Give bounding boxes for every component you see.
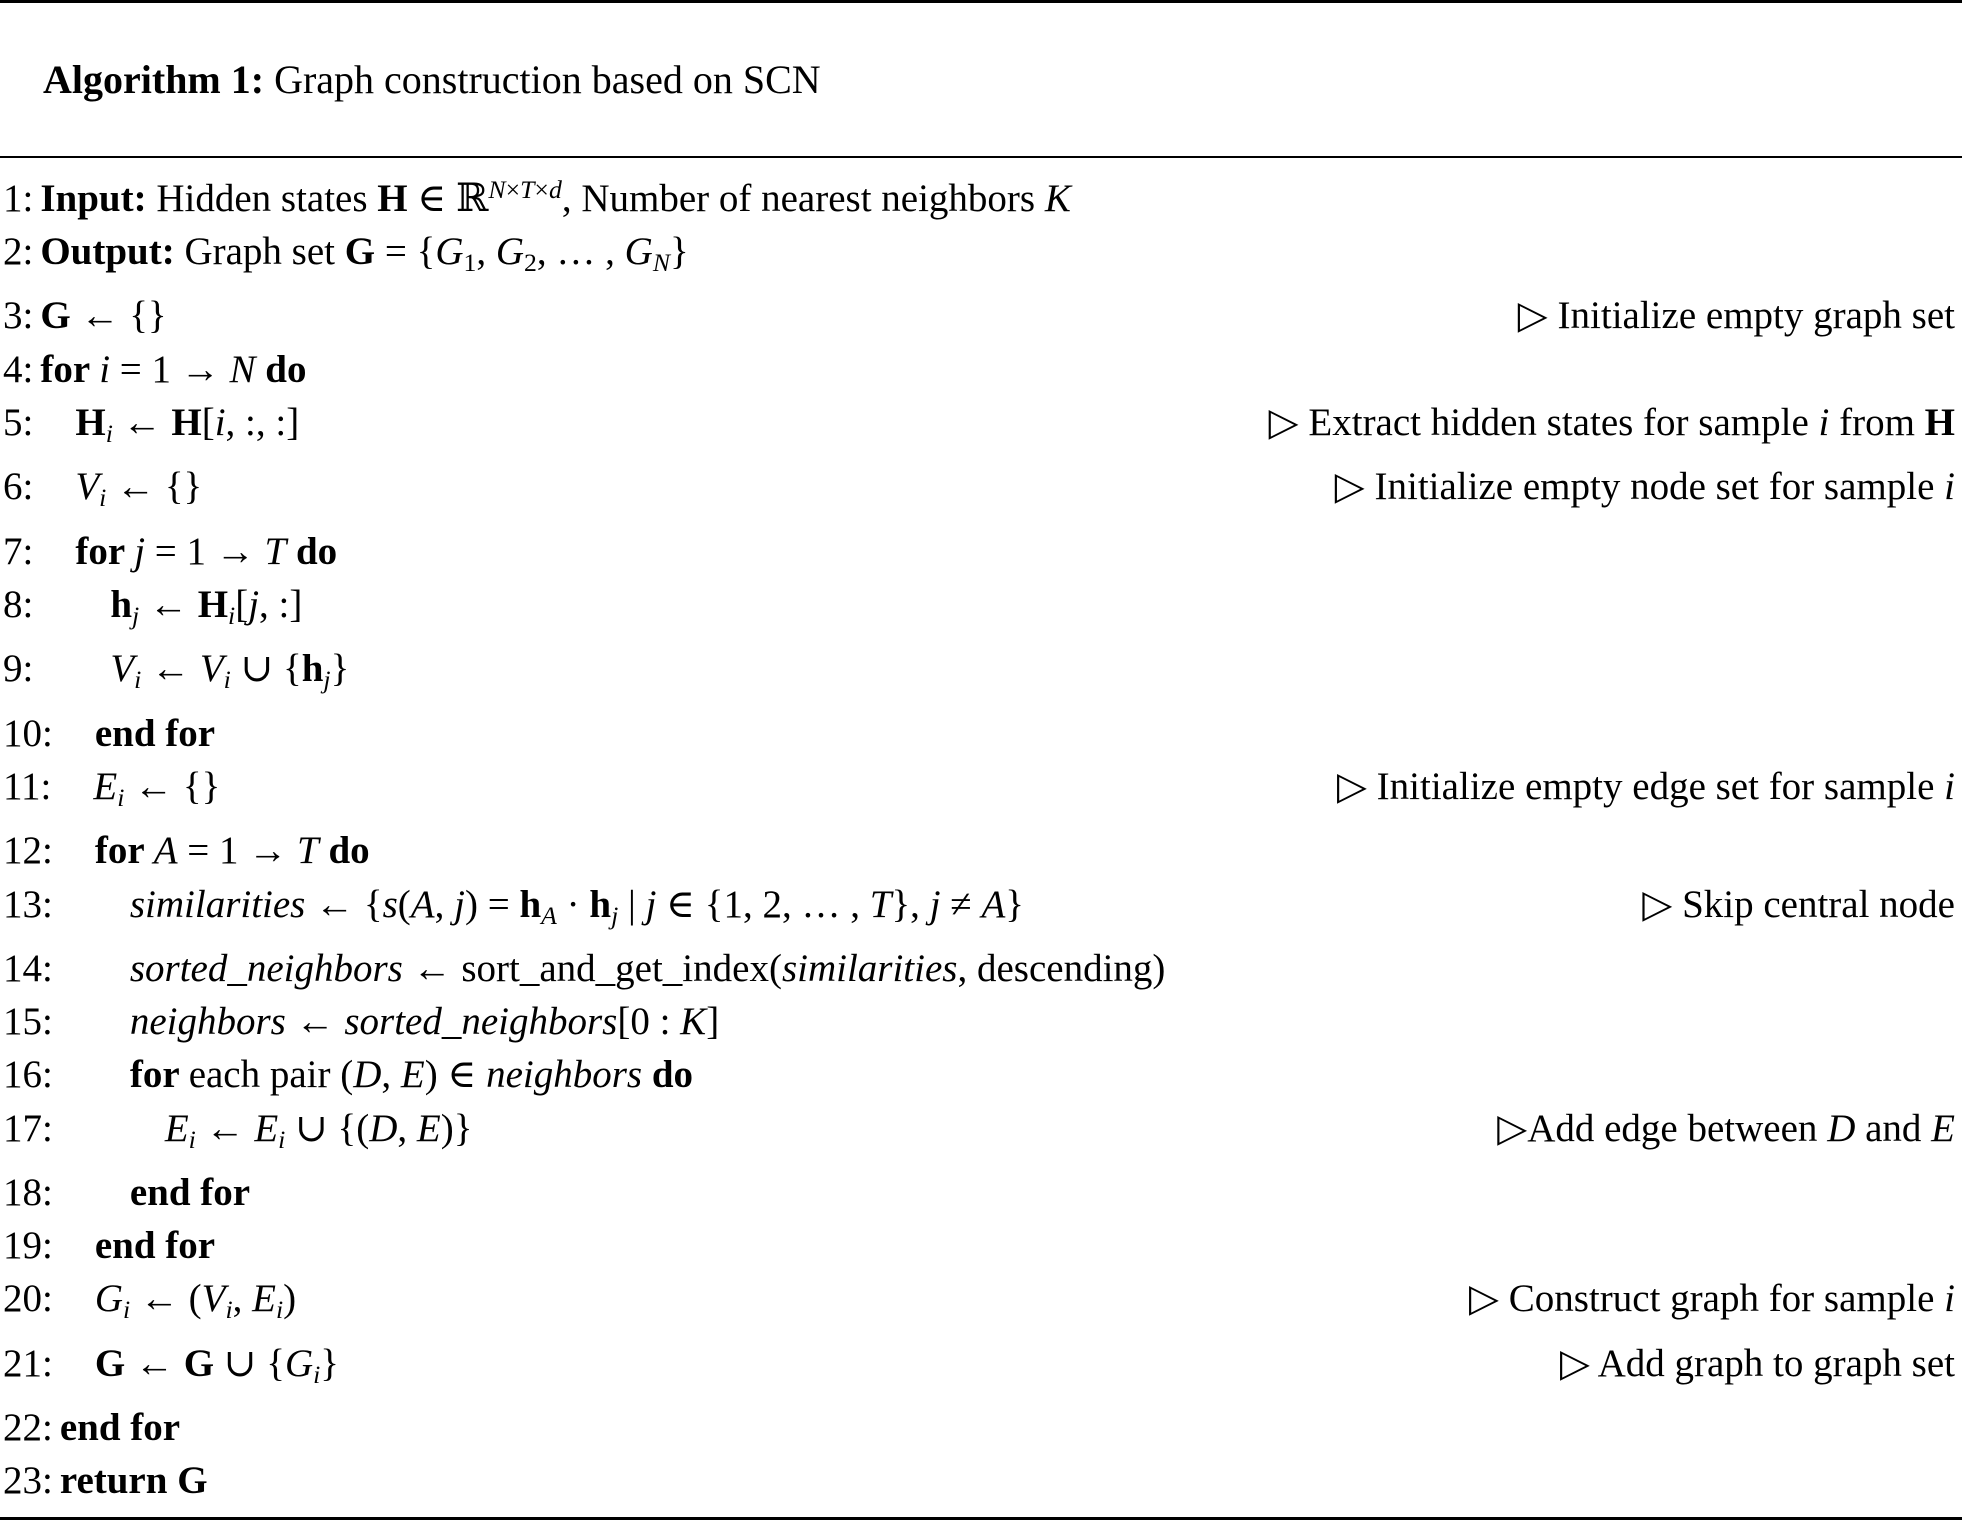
line-code [40,289,166,342]
algorithm-line [3,163,1955,225]
algorithm-line [3,824,1955,877]
code-segment: do [318,829,370,873]
line-number: 15: [3,1000,53,1044]
code-segment: Output: [40,230,185,274]
line-code [95,1219,215,1272]
code-segment: ∈ {1, 2, … , [656,882,870,926]
code-segment: }, [891,882,930,926]
code-segment: N [229,347,256,391]
algorithm-line [3,760,1955,824]
line-number: 4: [3,347,34,391]
code-segment: s [382,882,398,926]
line-code [130,1166,250,1219]
code-segment: A [541,900,557,930]
code-segment: j [645,882,657,926]
code-segment: i [313,1359,321,1389]
code-segment: end for [94,1224,216,1268]
code-segment: V [199,647,224,691]
code-segment: similarities [781,946,958,990]
algorithm-title-label: Algorithm 1: [43,57,265,102]
line-code [95,1272,296,1336]
line-number: 14: [3,946,53,990]
code-segment: i [134,665,142,695]
line-code [130,942,1166,995]
line-code [95,1337,339,1401]
code-segment: ∪ {( [285,1106,370,1150]
line-comment [1469,1272,1955,1325]
code-segment: neighbors [129,1000,286,1044]
line-comment [1642,878,1955,931]
code-segment: ▷ Extract hidden states for sample [1268,400,1819,444]
code-segment: ▷Add edge between [1497,1106,1828,1150]
line-number: 2: [3,230,34,274]
line-number: 20: [3,1277,53,1321]
line-comment [1337,760,1955,813]
code-segment: × [534,175,549,204]
algorithm-line [3,525,1955,578]
code-segment: return [59,1459,178,1503]
indent-spacer [60,980,130,981]
code-segment: ← [139,582,198,626]
line-number: 17: [3,1106,53,1150]
code-segment: i [188,1124,196,1154]
code-segment: , … , [536,230,625,274]
code-segment: i [275,1295,284,1325]
code-segment: ∪ { [230,647,302,691]
line-number: 21: [3,1341,53,1385]
code-segment: from [1829,400,1925,444]
indent-spacer [40,680,110,681]
line-number: 6: [3,465,34,509]
algorithm-line [3,460,1955,524]
code-segment: H [1924,400,1955,444]
code-segment: )} [440,1106,473,1150]
code-segment: A [410,882,435,926]
code-segment: j [323,665,331,695]
indent-spacer [60,1140,165,1141]
code-segment: T [297,829,319,873]
code-segment: [ [201,400,215,444]
algorithm-line [3,578,1955,642]
code-segment: end for [129,1170,251,1214]
code-segment: ← [285,1000,345,1044]
indent-spacer [40,498,75,499]
code-segment: G [94,1341,126,1385]
line-code [75,396,299,460]
indent-spacer [40,616,110,617]
code-segment: ▷ Initialize empty edge set for sample [1336,764,1945,808]
code-segment: [0 : [617,1000,681,1044]
algorithm-line [3,1454,1955,1507]
code-segment: H [377,176,408,220]
code-segment: for [75,529,135,573]
code-segment: = { [375,230,436,274]
line-code [75,460,202,524]
line-number: 7: [3,529,34,573]
algorithm-body [0,158,1962,1517]
code-segment: ) = [464,882,520,926]
code-segment: do [255,347,307,391]
code-segment: ← [125,1341,184,1385]
line-number: 8: [3,582,34,626]
code-segment: ← sort_and_get_index( [402,946,782,990]
code-segment: ≠ [940,882,982,926]
indent-spacer [60,862,95,863]
algorithm-line [3,225,1955,289]
code-segment: , :] [259,582,303,626]
code-segment: G [344,230,376,274]
code-segment: j [132,601,140,631]
line-code [110,578,302,642]
code-segment: V [75,465,100,509]
algorithm-line [3,396,1955,460]
code-segment: i [1818,400,1830,444]
code-segment: , [232,1277,253,1321]
code-segment: j [929,882,941,926]
code-segment: sorted_neighbors [344,1000,618,1044]
algorithm-line [3,995,1955,1048]
code-segment: ∪ { [214,1341,285,1385]
code-segment: j [248,582,260,626]
code-segment: G [284,1341,314,1385]
indent-spacer [40,563,75,564]
line-number: 23: [3,1459,53,1503]
code-segment: , :, :] [225,400,300,444]
algorithm-line [3,1048,1955,1101]
code-segment: G [495,230,525,274]
code-segment: · [556,882,590,926]
code-segment: = 1 → [177,829,298,873]
algorithm-line [3,942,1955,995]
line-code [95,824,370,877]
code-segment: neighbors [486,1053,643,1097]
code-segment: H [171,400,202,444]
code-segment: ← [195,1106,255,1150]
line-code [40,225,688,289]
indent-spacer [60,1310,95,1311]
code-segment: , [381,1053,401,1097]
code-segment: i [123,1295,131,1325]
code-segment: i [228,601,236,631]
line-code [60,1401,180,1454]
code-segment: × [505,175,521,204]
code-segment: Input: [40,176,157,220]
code-segment: ← {} [106,465,203,509]
code-segment: i [223,665,231,695]
line-number: 18: [3,1170,53,1214]
line-code [165,1102,473,1166]
code-segment: A [981,882,1006,926]
code-segment: each pair ( [188,1053,354,1097]
indent-spacer [60,1086,130,1087]
code-segment: D [369,1106,398,1150]
code-segment: do [286,529,338,573]
indent-spacer [60,1204,130,1205]
code-segment: E [93,764,118,808]
code-segment: D [1827,1106,1856,1150]
algorithm-line [3,289,1955,342]
code-segment: G [624,230,653,274]
code-segment: , [434,882,455,926]
line-number: 12: [3,829,53,873]
code-segment: ← [112,400,172,444]
code-segment: ← { [305,882,383,926]
code-segment: and [1855,1106,1932,1150]
code-segment: E [400,1053,425,1097]
line-number: 22: [3,1406,53,1450]
code-segment: for [94,829,154,873]
algorithm-title-text: Graph construction based on SCN [264,57,821,102]
line-code [130,1048,693,1101]
line-number: 9: [3,647,34,691]
code-segment: end for [59,1406,181,1450]
code-segment: h [110,582,133,626]
line-number: 11: [3,764,52,808]
code-segment: G [183,1341,215,1385]
code-segment: H [75,400,106,444]
line-number: 13: [3,882,53,926]
algorithm-line [3,878,1955,942]
code-segment: ▷ Add graph to graph set [1559,1341,1955,1385]
code-segment: } [670,230,689,274]
algorithm-line [3,1401,1955,1454]
code-segment: V [201,1277,226,1321]
line-code [95,707,215,760]
indent-spacer [58,798,93,799]
code-segment: ▷ Construct graph for sample [1469,1277,1945,1321]
code-segment: E [416,1106,441,1150]
code-segment: , Number of nearest neighbors [561,176,1045,220]
indent-spacer [60,1033,130,1034]
line-code [40,163,1071,225]
code-segment: j [134,529,146,573]
code-segment: D [353,1053,382,1097]
code-segment: ← {} [124,764,221,808]
code-segment: j [454,882,465,926]
indent-spacer [60,1375,95,1376]
code-segment: ) [283,1277,297,1321]
code-segment: ← {} [70,294,167,338]
code-segment: E [252,1277,276,1321]
code-segment: ∈ ℝ [407,176,489,220]
line-comment [1518,289,1955,342]
code-segment: do [642,1053,694,1097]
code-segment: V [110,647,135,691]
line-number: 5: [3,400,34,444]
code-segment: 1 [463,248,477,278]
code-segment: = 1 → [110,347,230,391]
algorithm-line [3,1337,1955,1401]
code-segment: Hidden states [156,176,378,220]
code-segment: E [164,1106,189,1150]
code-segment: } [320,1341,339,1385]
code-segment: H [197,582,229,626]
algorithm-line [3,1272,1955,1336]
code-segment: ← [141,647,200,691]
algorithm-line [3,1219,1955,1272]
code-segment: i [1944,764,1955,808]
algorithm-line [3,707,1955,760]
algorithm-line [3,1166,1955,1219]
code-segment: similarities [129,882,306,926]
code-segment: K [680,1000,707,1044]
code-segment: h [301,647,324,691]
code-segment: i [1944,465,1955,509]
line-comment [1497,1102,1955,1155]
code-segment: ▷ Skip central node [1642,882,1955,926]
code-segment: N [652,248,671,278]
code-segment: T [869,882,892,926]
code-segment: i [225,1295,233,1325]
code-segment: E [1931,1106,1955,1150]
line-number: 16: [3,1053,53,1097]
code-segment: } [1005,882,1024,926]
code-segment: E [254,1106,279,1150]
code-segment: } [330,647,350,691]
line-comment [1560,1337,1955,1390]
line-code [75,525,337,578]
code-segment: end for [94,711,216,755]
code-segment: i [117,783,125,813]
code-segment: h [589,882,612,926]
code-segment: i [278,1124,286,1154]
line-code [40,343,306,396]
algorithm-line [3,343,1955,396]
code-segment: Graph set [184,230,345,274]
line-number: 1: [3,176,34,220]
code-segment: ( [397,882,411,926]
code-segment: ▷ Initialize empty graph set [1517,294,1955,338]
code-segment: h [519,882,542,926]
code-segment: ▷ Initialize empty node set for sample [1334,465,1945,509]
code-segment: ← ( [130,1277,202,1321]
line-code [93,760,220,824]
algorithm-title [0,3,1962,156]
indent-spacer [60,1257,95,1258]
line-code [130,995,719,1048]
code-segment: i [1944,1277,1955,1321]
line-number: 3: [3,294,34,338]
line-code [130,878,1024,942]
code-segment: for [40,347,100,391]
code-segment: , [397,1106,417,1150]
code-segment: sorted_neighbors [129,946,403,990]
code-segment: i [99,347,111,391]
line-code [110,642,349,706]
code-segment: d [548,175,562,204]
code-segment: [ [235,582,249,626]
code-segment: = 1 → [145,529,265,573]
code-segment: i [214,400,226,444]
code-segment: K [1044,176,1071,220]
line-number: 19: [3,1224,53,1268]
code-segment: i [105,419,113,449]
code-segment: G [177,1459,208,1503]
line-code [60,1454,208,1507]
code-segment: i [99,483,107,513]
code-segment: G [94,1277,124,1321]
code-segment: G [40,294,71,338]
indent-spacer [40,434,75,435]
code-segment: N [488,175,506,204]
code-segment: , [476,230,496,274]
line-number: 10: [3,711,53,755]
indent-spacer [60,745,95,746]
code-segment: ) ∈ [424,1053,487,1097]
code-segment: for [129,1053,189,1097]
line-comment [1269,396,1955,449]
code-segment: 2 [524,248,537,278]
line-comment [1335,460,1955,513]
code-segment: G [435,230,464,274]
algorithm-line [3,642,1955,706]
code-segment: | [618,882,646,926]
code-segment: T [264,529,287,573]
code-segment: T [520,175,535,204]
indent-spacer [60,916,130,917]
code-segment: A [153,829,178,873]
bottom-rule [0,1517,1962,1520]
code-segment: , descending) [957,946,1166,990]
code-segment: ] [706,1000,720,1044]
algorithm-line [3,1102,1955,1166]
code-segment: j [611,900,619,930]
